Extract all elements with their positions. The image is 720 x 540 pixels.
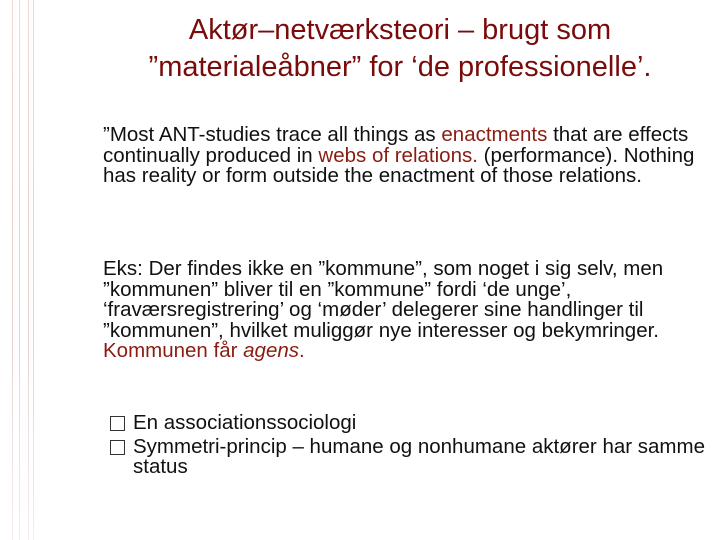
example-paragraph [103,259,703,362]
title-line-2: ”materialeåbner” for ‘de professionelle’. [148,51,652,83]
square-bullet-icon [110,440,125,455]
quote-text-after: (performance). Nothing has reality or form outside the enactment of those relations. [103,143,695,187]
example-text: Eks: Der findes ikke en ”kommune”, som noget i sig selv, men ”kommunen” bliver til en ”kommune” fordi ‘de unge’, ‘fraværsregistrering’ og ‘møder’ delegerer sine handlinger til ”kommunen”, hvilket muliggør nye interesser og bekymringer. [103,257,664,342]
highlight-webs-of-relations: webs of relations. [318,143,478,167]
highlight-enactments: enactments [441,123,548,146]
bullet-text: En associationssociologi [133,411,357,434]
highlight-kommunen: Kommunen får [103,339,244,362]
decorative-line [12,0,13,540]
bullet-text: Symmetri-princip – humane og nonhumane aktører har samme status [133,434,705,478]
square-bullet-icon [110,416,125,431]
highlight-agens: agens [243,339,300,362]
bullet-item [110,434,710,478]
quote-paragraph [103,125,703,187]
slide-title [120,12,680,86]
quote-text-middle: that are effects continually produced in [103,123,689,167]
title-line-1: Aktør–netværksteori – brugt som [188,14,612,46]
decorative-line [28,0,29,540]
decorative-line [33,0,34,540]
decorative-line [19,0,20,540]
bullet-item [110,413,710,434]
highlight-period: . [299,339,305,362]
quote-text-before: ”Most ANT-studies trace all things as [103,123,442,146]
bullet-list [110,413,710,481]
